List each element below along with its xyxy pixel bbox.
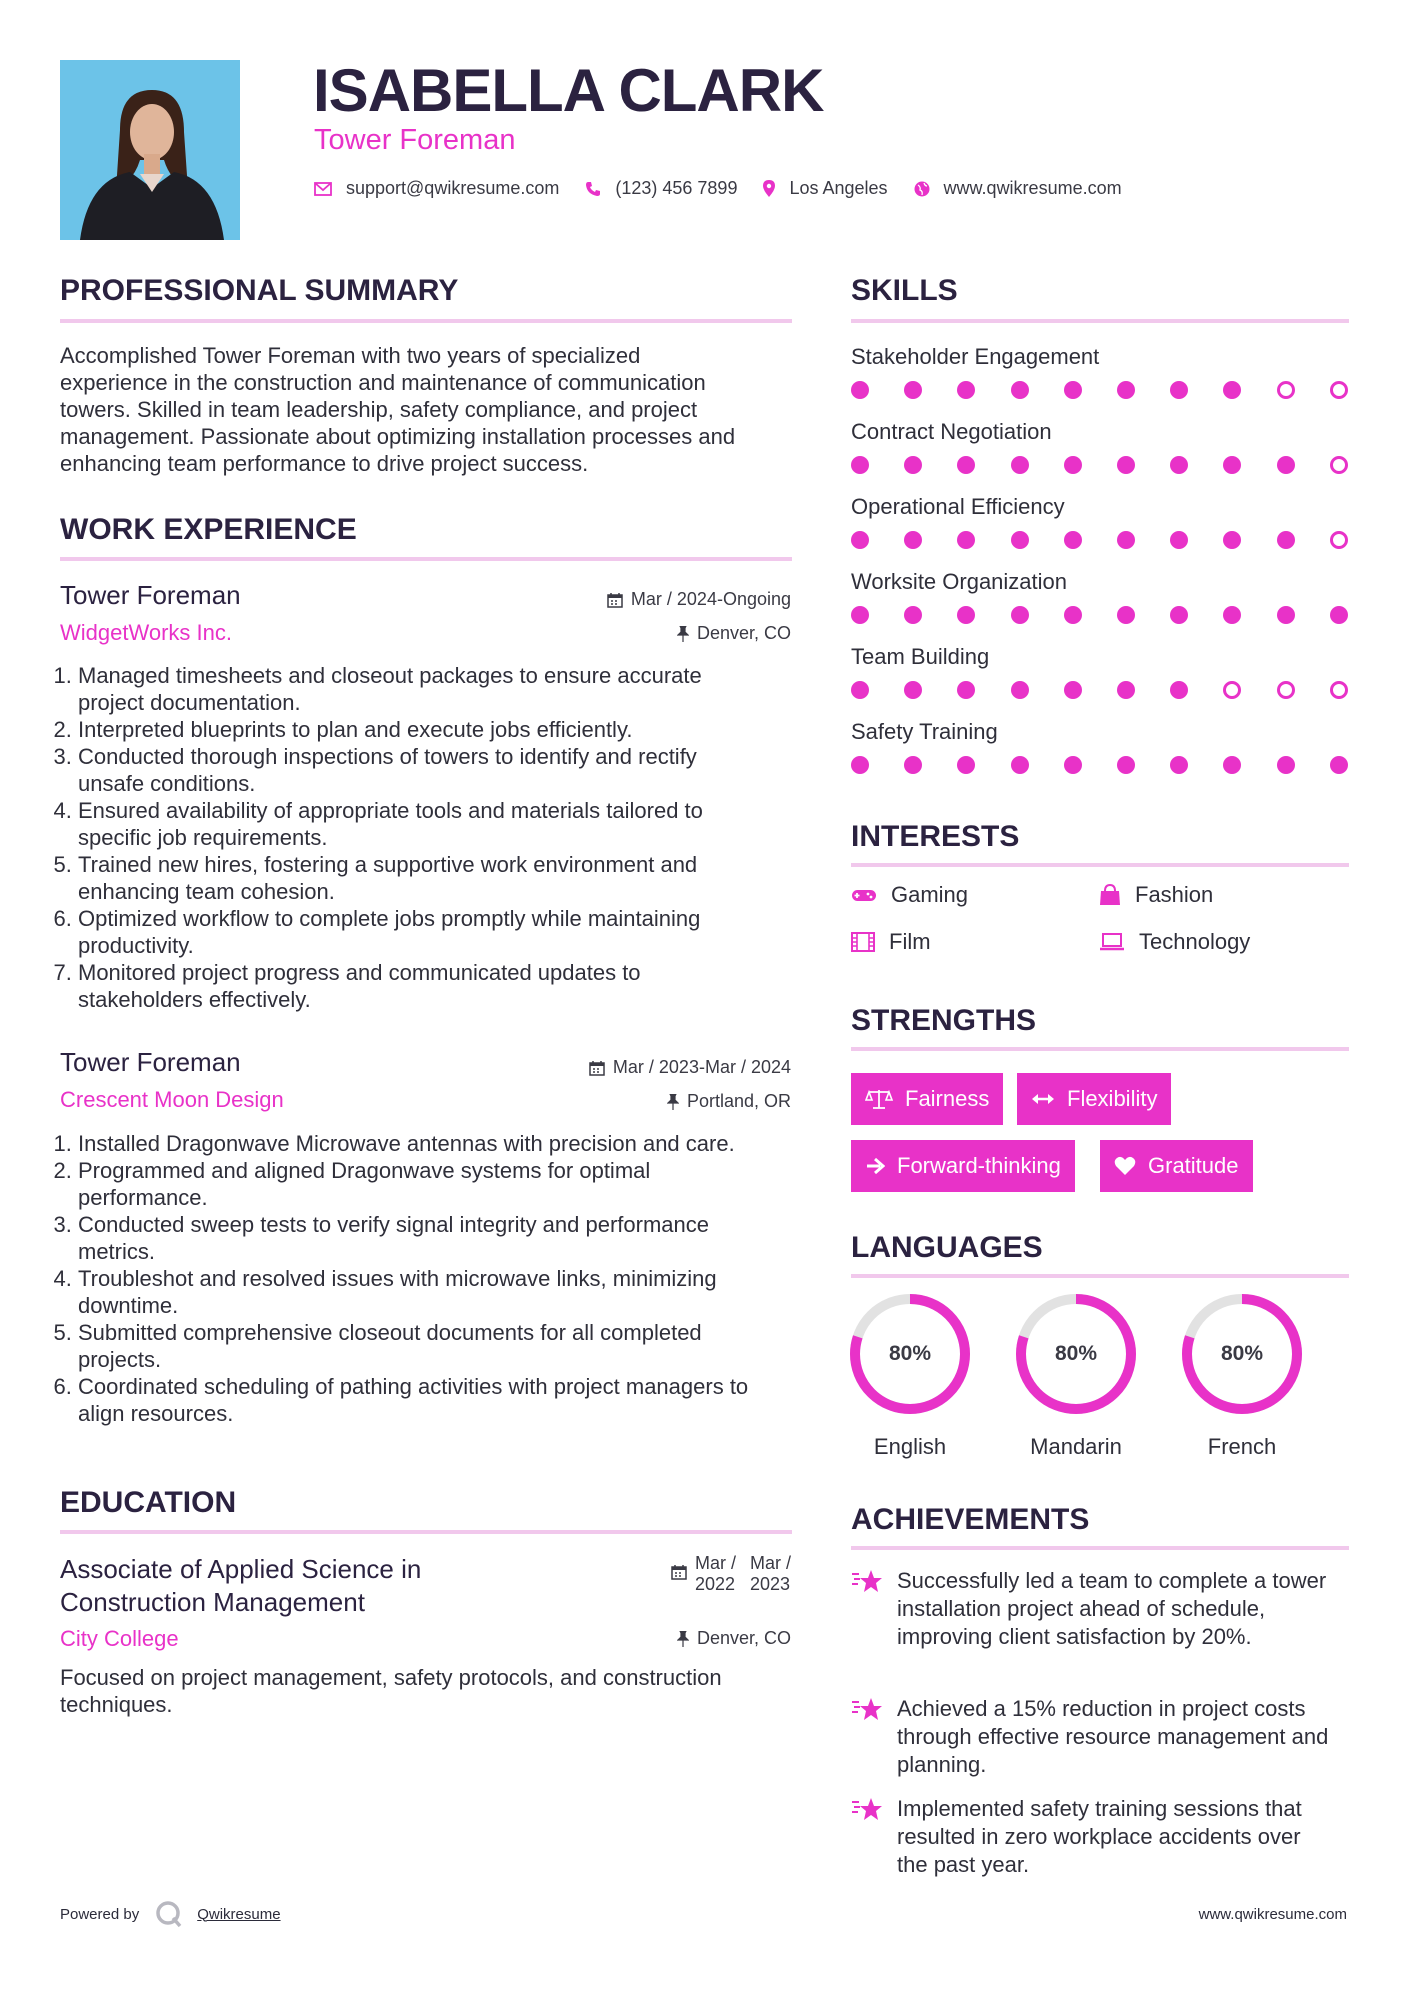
summary-rule bbox=[60, 319, 792, 323]
rating-dot-empty bbox=[1330, 681, 1348, 699]
work-heading: WORK EXPERIENCE bbox=[60, 513, 357, 546]
job-company: WidgetWorks Inc. bbox=[60, 620, 232, 645]
rating-dot-filled bbox=[1223, 531, 1241, 549]
job-company: Crescent Moon Design bbox=[60, 1087, 284, 1112]
interest-label: Fashion bbox=[1135, 882, 1214, 907]
job-date-text: Mar / 2023-Mar / 2024 bbox=[612, 1057, 791, 1077]
rating-dot-filled bbox=[904, 756, 922, 774]
scale-icon bbox=[865, 1088, 893, 1110]
rating-dot-filled bbox=[851, 681, 869, 699]
rating-dot-empty bbox=[1330, 456, 1348, 474]
work-rule bbox=[60, 557, 792, 561]
rating-dot-filled bbox=[1117, 606, 1135, 624]
degree-title bbox=[60, 1553, 421, 1619]
rating-dot-filled bbox=[1064, 606, 1082, 624]
pushpin-icon bbox=[677, 1631, 689, 1647]
strengths-heading: STRENGTHS bbox=[851, 1004, 1037, 1037]
summary-line: enhancing team performance to drive project success. bbox=[60, 451, 589, 476]
rating-dot-empty bbox=[1277, 681, 1295, 699]
summary-line: Accomplished Tower Foreman with two years of specialized bbox=[60, 343, 641, 368]
gamepad-icon bbox=[851, 887, 877, 903]
strength-gratitude bbox=[1100, 1140, 1253, 1192]
skill-name: Operational Efficiency bbox=[851, 494, 1065, 519]
pushpin-icon bbox=[677, 626, 689, 642]
calendar-icon bbox=[671, 1564, 687, 1580]
rating-dot-filled bbox=[957, 681, 975, 699]
job-title: Tower Foreman bbox=[60, 1047, 241, 1077]
rating-dot-filled bbox=[1170, 456, 1188, 474]
calendar-icon bbox=[589, 1060, 605, 1076]
rating-dot-filled bbox=[1277, 456, 1295, 474]
interest-gaming bbox=[851, 882, 968, 908]
strength-label: Forward-thinking bbox=[897, 1153, 1061, 1178]
job-date-text: Mar / 2024-Ongoing bbox=[630, 589, 791, 609]
skill-rating bbox=[851, 681, 1349, 701]
rating-dot-empty bbox=[1330, 381, 1348, 399]
rating-dot-filled bbox=[1170, 381, 1188, 399]
phone-text: (123) 456 7899 bbox=[615, 178, 738, 198]
strength-forward-thinking bbox=[851, 1140, 1075, 1192]
rating-dot-filled bbox=[1223, 381, 1241, 399]
rating-dot-filled bbox=[851, 606, 869, 624]
education-location-text: Denver, CO bbox=[696, 1628, 791, 1648]
rating-dot-filled bbox=[904, 531, 922, 549]
language-english bbox=[848, 1292, 972, 1460]
achievements-rule bbox=[851, 1546, 1349, 1550]
qwikresume-logo-icon bbox=[155, 1900, 183, 1928]
rating-dot-filled bbox=[1277, 756, 1295, 774]
interest-technology bbox=[1099, 929, 1250, 955]
rating-dot-empty bbox=[1277, 381, 1295, 399]
education-description-line: techniques. bbox=[60, 1692, 173, 1717]
contact-bar bbox=[314, 178, 1148, 199]
summary-text bbox=[60, 342, 800, 477]
job-location bbox=[667, 1091, 791, 1112]
rating-dot-filled bbox=[904, 681, 922, 699]
skill-name: Safety Training bbox=[851, 719, 998, 744]
strength-label: Flexibility bbox=[1067, 1086, 1158, 1111]
website-link[interactable]: www.qwikresume.com bbox=[943, 178, 1122, 198]
rating-dot-filled bbox=[1170, 531, 1188, 549]
rating-dot-filled bbox=[1117, 531, 1135, 549]
list-item: 5. Trained new hires, fostering a supportive work environment and enhancing team cohesion. bbox=[78, 851, 760, 905]
list-item: 7. Monitored project progress and communicated updates to stakeholders effectively. bbox=[78, 959, 760, 1013]
rating-dot-filled bbox=[904, 606, 922, 624]
language-percent: 80% bbox=[888, 1342, 932, 1365]
rating-dot-filled bbox=[1064, 681, 1082, 699]
education-description bbox=[60, 1664, 800, 1718]
film-icon bbox=[851, 932, 875, 952]
calendar-icon bbox=[607, 592, 623, 608]
rating-dot-filled bbox=[1011, 381, 1029, 399]
location-text: Los Angeles bbox=[789, 178, 888, 198]
bag-icon bbox=[1099, 884, 1121, 906]
rating-dot-filled bbox=[1277, 606, 1295, 624]
skill-name: Team Building bbox=[851, 644, 990, 669]
pushpin-icon bbox=[667, 1094, 679, 1110]
rating-dot-filled bbox=[1330, 606, 1348, 624]
list-item: 3. Conducted thorough inspections of towers to identify and rectify unsafe conditions. bbox=[78, 743, 760, 797]
rating-dot-filled bbox=[1064, 531, 1082, 549]
skill-rating bbox=[851, 756, 1349, 776]
skill-rating bbox=[851, 381, 1349, 401]
job-location-text: Portland, OR bbox=[686, 1091, 791, 1111]
education-end bbox=[750, 1553, 791, 1595]
list-item: 1. Installed Dragonwave Microwave antennas with precision and care. bbox=[78, 1130, 780, 1157]
rating-dot-filled bbox=[1277, 531, 1295, 549]
rating-dot-filled bbox=[1117, 756, 1135, 774]
list-item: 5. Submitted comprehensive closeout documents for all completed projects. bbox=[78, 1319, 780, 1373]
rating-dot-filled bbox=[1064, 756, 1082, 774]
qwikresume-link[interactable]: Qwikresume bbox=[197, 1905, 281, 1923]
profile-photo bbox=[60, 60, 240, 240]
achievement-item bbox=[851, 1795, 1351, 1879]
interest-label: Technology bbox=[1139, 929, 1251, 954]
rating-dot-filled bbox=[1011, 456, 1029, 474]
rating-dot-filled bbox=[1064, 456, 1082, 474]
degree-line: Construction Management bbox=[60, 1587, 365, 1617]
star-icon bbox=[851, 1695, 883, 1779]
achievement-text: Implemented safety training sessions that resulted in zero workplace accidents over the past year. bbox=[897, 1796, 1302, 1877]
footer-url[interactable]: www.qwikresume.com bbox=[1198, 1906, 1347, 1923]
strength-label: Fairness bbox=[905, 1086, 990, 1111]
rating-dot-filled bbox=[1330, 756, 1348, 774]
education-end-month: Mar / bbox=[749, 1553, 791, 1573]
education-end-year: 2023 bbox=[749, 1574, 791, 1594]
map-pin-icon bbox=[763, 180, 775, 197]
summary-line: experience in the construction and maintenance of communication bbox=[60, 370, 706, 395]
list-item: 6. Optimized workflow to complete jobs promptly while maintaining productivity. bbox=[78, 905, 760, 959]
interest-fashion bbox=[1099, 882, 1213, 908]
interest-label: Film bbox=[889, 929, 931, 954]
job-date bbox=[607, 589, 791, 610]
candidate-title: Tower Foreman bbox=[314, 124, 516, 156]
achievement-text: Successfully led a team to complete a tower installation project ahead of schedule, improving client satisfaction by 20%. bbox=[897, 1568, 1327, 1649]
rating-dot-filled bbox=[1011, 606, 1029, 624]
skill-name: Contract Negotiation bbox=[851, 419, 1052, 444]
interests-rule bbox=[851, 863, 1349, 867]
summary-line: towers. Skilled in team leadership, safety compliance, and project bbox=[60, 397, 698, 422]
rating-dot-filled bbox=[851, 381, 869, 399]
job-location bbox=[677, 623, 791, 644]
rating-dot-filled bbox=[957, 606, 975, 624]
rating-dot-filled bbox=[1117, 681, 1135, 699]
job-duties bbox=[60, 662, 760, 1013]
degree-line: Associate of Applied Science in bbox=[60, 1554, 422, 1584]
star-icon bbox=[851, 1795, 883, 1879]
skill-rating bbox=[851, 456, 1349, 476]
skill-name: Stakeholder Engagement bbox=[851, 344, 1100, 369]
candidate-name: ISABELLA CLARK bbox=[313, 57, 824, 124]
list-item: 2. Interpreted blueprints to plan and execute jobs efficiently. bbox=[78, 716, 760, 743]
rating-dot-filled bbox=[1011, 531, 1029, 549]
rating-dot-filled bbox=[1011, 756, 1029, 774]
achievement-text: Achieved a 15% reduction in project costs through effective resource management and planning. bbox=[897, 1696, 1329, 1777]
school-name: City College bbox=[60, 1626, 179, 1651]
job-title: Tower Foreman bbox=[60, 580, 241, 610]
envelope-icon bbox=[314, 182, 332, 196]
education-rule bbox=[60, 1530, 792, 1534]
language-name: Mandarin bbox=[1030, 1434, 1122, 1459]
rating-dot-filled bbox=[851, 456, 869, 474]
language-french bbox=[1180, 1292, 1304, 1460]
list-item: 6. Coordinated scheduling of pathing activities with project managers to align resources. bbox=[78, 1373, 780, 1427]
language-mandarin bbox=[1014, 1292, 1138, 1460]
rating-dot-filled bbox=[851, 756, 869, 774]
arrows-icon bbox=[1031, 1092, 1055, 1106]
rating-dot-filled bbox=[851, 531, 869, 549]
rating-dot-filled bbox=[1223, 606, 1241, 624]
list-item: 4. Troubleshot and resolved issues with microwave links, minimizing downtime. bbox=[78, 1265, 780, 1319]
rating-dot-filled bbox=[904, 456, 922, 474]
rating-dot-filled bbox=[1170, 756, 1188, 774]
language-percent: 80% bbox=[1054, 1342, 1098, 1365]
star-icon bbox=[851, 1567, 883, 1651]
achievements-heading: ACHIEVEMENTS bbox=[851, 1503, 1090, 1536]
rating-dot-filled bbox=[957, 531, 975, 549]
language-name: French bbox=[1207, 1434, 1277, 1459]
achievement-item bbox=[851, 1695, 1351, 1779]
interest-label: Gaming bbox=[891, 882, 969, 907]
rating-dot-filled bbox=[1064, 381, 1082, 399]
skills-heading: SKILLS bbox=[851, 274, 958, 307]
rating-dot-filled bbox=[1170, 681, 1188, 699]
list-item: 2. Programmed and aligned Dragonwave systems for optimal performance. bbox=[78, 1157, 780, 1211]
rating-dot-filled bbox=[1117, 381, 1135, 399]
education-start-year: 2022 bbox=[694, 1574, 736, 1594]
interest-film bbox=[851, 929, 931, 955]
globe-icon bbox=[914, 181, 930, 197]
email-link[interactable]: support@qwikresume.com bbox=[346, 178, 560, 198]
list-item: 1. Managed timesheets and closeout packages to ensure accurate project documentation. bbox=[78, 662, 760, 716]
powered-by-text: Powered by bbox=[60, 1905, 140, 1923]
rating-dot-filled bbox=[1223, 756, 1241, 774]
rating-dot-empty bbox=[1330, 531, 1348, 549]
skill-rating bbox=[851, 606, 1349, 626]
languages-rule bbox=[851, 1274, 1349, 1278]
strength-label: Gratitude bbox=[1148, 1153, 1239, 1178]
job-duties bbox=[60, 1130, 780, 1427]
arrow-right-icon bbox=[865, 1157, 885, 1175]
rating-dot-filled bbox=[957, 456, 975, 474]
rating-dot-filled bbox=[1223, 456, 1241, 474]
laptop-icon bbox=[1099, 933, 1125, 951]
rating-dot-filled bbox=[957, 756, 975, 774]
education-location bbox=[677, 1628, 791, 1649]
education-start bbox=[695, 1553, 736, 1595]
list-item: 3. Conducted sweep tests to verify signal integrity and performance metrics. bbox=[78, 1211, 780, 1265]
list-item: 4. Ensured availability of appropriate tools and materials tailored to specific job requirements. bbox=[78, 797, 760, 851]
skill-name: Worksite Organization bbox=[851, 569, 1068, 594]
rating-dot-filled bbox=[904, 381, 922, 399]
language-name: English bbox=[873, 1434, 947, 1459]
rating-dot-filled bbox=[1170, 606, 1188, 624]
rating-dot-filled bbox=[957, 381, 975, 399]
footer-brand bbox=[60, 1900, 281, 1928]
achievement-item bbox=[851, 1567, 1351, 1651]
strength-flexibility bbox=[1017, 1073, 1171, 1125]
summary-line: management. Passionate about optimizing installation processes and bbox=[60, 424, 736, 449]
interests-heading: INTERESTS bbox=[851, 820, 1020, 853]
strength-fairness bbox=[851, 1073, 1003, 1125]
job-date bbox=[589, 1057, 791, 1078]
rating-dot-filled bbox=[1011, 681, 1029, 699]
skills-rule bbox=[851, 319, 1349, 323]
phone-icon bbox=[585, 181, 601, 197]
language-percent: 80% bbox=[1220, 1342, 1264, 1365]
education-heading: EDUCATION bbox=[60, 1486, 237, 1519]
strengths-rule bbox=[851, 1047, 1349, 1051]
heart-icon bbox=[1114, 1156, 1136, 1176]
languages-heading: LANGUAGES bbox=[851, 1231, 1043, 1264]
education-description-line: Focused on project management, safety protocols, and construction bbox=[60, 1665, 722, 1690]
education-start-month: Mar / bbox=[694, 1553, 736, 1573]
summary-heading: PROFESSIONAL SUMMARY bbox=[60, 274, 459, 307]
rating-dot-empty bbox=[1223, 681, 1241, 699]
rating-dot-filled bbox=[1117, 456, 1135, 474]
skill-rating bbox=[851, 531, 1349, 551]
education-date bbox=[671, 1553, 791, 1595]
job-location-text: Denver, CO bbox=[696, 623, 791, 643]
